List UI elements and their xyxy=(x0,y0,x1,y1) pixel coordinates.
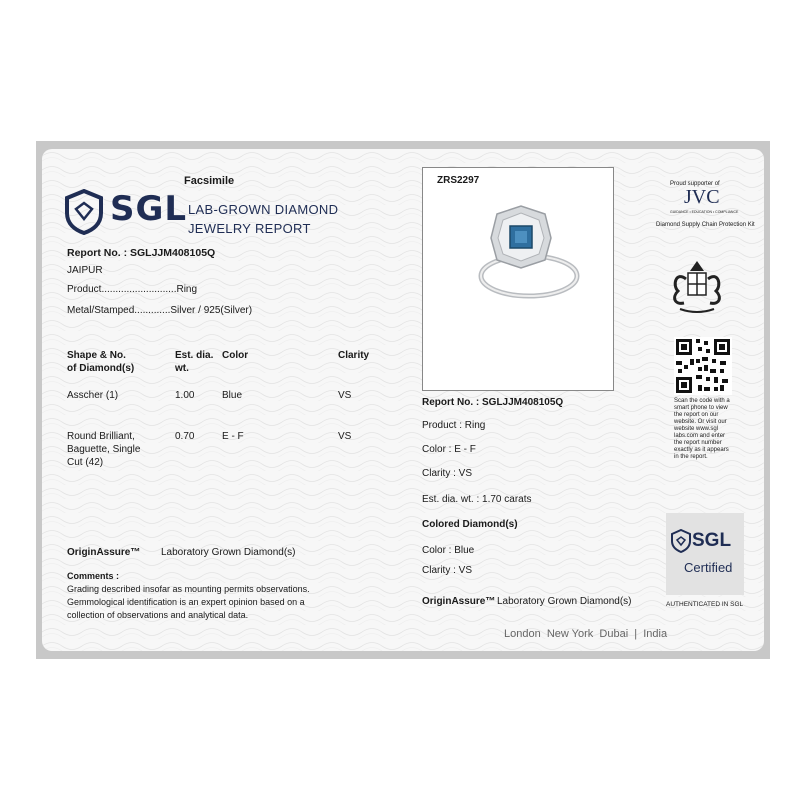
supply-chain-text: Diamond Supply Chain Protection Kit xyxy=(656,222,755,228)
metal-line: Metal/Stamped.............Silver / 925(Silver) xyxy=(67,305,253,316)
colored-diamonds-heading: Colored Diamond(s) xyxy=(422,519,518,530)
colored-color: Color : Blue xyxy=(422,545,475,556)
mid-report-number: Report No. : SGLJJM408105Q xyxy=(422,397,564,408)
ring-photo-box xyxy=(422,167,614,391)
certified-word: Certified xyxy=(684,560,733,575)
sgl-certified-badge xyxy=(666,513,744,595)
table-header-color: Color xyxy=(222,350,249,361)
jvc-tagline: GUIDANCE • EDUCATION • COMPLIANCE xyxy=(670,210,739,214)
product-line: Product...........................Ring xyxy=(67,284,198,295)
table-header-clarity: Clarity xyxy=(338,350,370,361)
photo-code: ZRS2297 xyxy=(437,175,480,186)
table-header-wt: Est. dia. wt. xyxy=(175,350,214,374)
proud-supporter: Proud supporter of xyxy=(670,181,720,187)
mid-est-weight: Est. dia. wt. : 1.70 carats xyxy=(422,494,532,505)
jvc-logo: JVC xyxy=(684,186,720,208)
origin-assure-label: OriginAssure™ xyxy=(67,547,141,558)
table-header-shape: Shape & No. of Diamond(s) xyxy=(67,350,135,374)
comments-line: collection of observations and analytical data. xyxy=(67,610,249,620)
table-row-color: Blue xyxy=(222,390,243,401)
certified-shield-icon xyxy=(671,529,691,553)
table-row-color: E - F xyxy=(222,431,244,442)
ring-image xyxy=(461,204,587,304)
origin-assure-value: Laboratory Grown Diamond(s) xyxy=(161,547,296,558)
table-row-shape: Round Brilliant, Baguette, Single Cut (42) xyxy=(67,431,141,468)
location: JAIPUR xyxy=(67,265,103,276)
colored-clarity: Clarity : VS xyxy=(422,565,473,576)
qr-instructions: Scan the code with a smart phone to view the report on our website. Or visit our website www.sgl labs.com and enter the report number exactly as it appears in the report. xyxy=(674,398,730,460)
sgl-shield-icon xyxy=(64,189,104,235)
report-title-line1: LAB-GROWN DIAMOND xyxy=(188,202,339,217)
report-number: Report No. : SGLJJM408105Q xyxy=(67,247,216,259)
authenticated-text: AUTHENTICATED IN SGL xyxy=(666,601,744,608)
mid-product: Product : Ring xyxy=(422,420,486,431)
mid-color: Color : E - F xyxy=(422,444,476,455)
comments-label: Comments : xyxy=(67,571,120,581)
mid-clarity: Clarity : VS xyxy=(422,468,473,479)
mid-origin-value: Laboratory Grown Diamond(s) xyxy=(497,596,632,607)
coat-of-arms-icon xyxy=(666,257,728,315)
office-cities: London New York Dubai | India xyxy=(504,628,668,640)
table-row-clarity: VS xyxy=(338,431,352,442)
facsimile-label: Facsimile xyxy=(184,175,235,187)
mid-origin-label: OriginAssure™ xyxy=(422,596,496,607)
certificate xyxy=(42,149,764,651)
comments-line: Gemmological identification is an expert opinion based on a xyxy=(67,597,305,607)
sgl-logo-text: SGL xyxy=(110,189,188,229)
table-row-clarity: VS xyxy=(338,390,352,401)
report-title-line2: JEWELRY REPORT xyxy=(188,221,311,236)
comments-line: Grading described insofar as mounting permits observations. xyxy=(67,584,310,594)
table-row-shape: Asscher (1) xyxy=(67,390,119,401)
qr-code-icon[interactable] xyxy=(674,337,732,395)
certified-logo-text: SGL xyxy=(692,530,732,551)
table-row-wt: 0.70 xyxy=(175,431,195,442)
table-row-wt: 1.00 xyxy=(175,390,195,401)
